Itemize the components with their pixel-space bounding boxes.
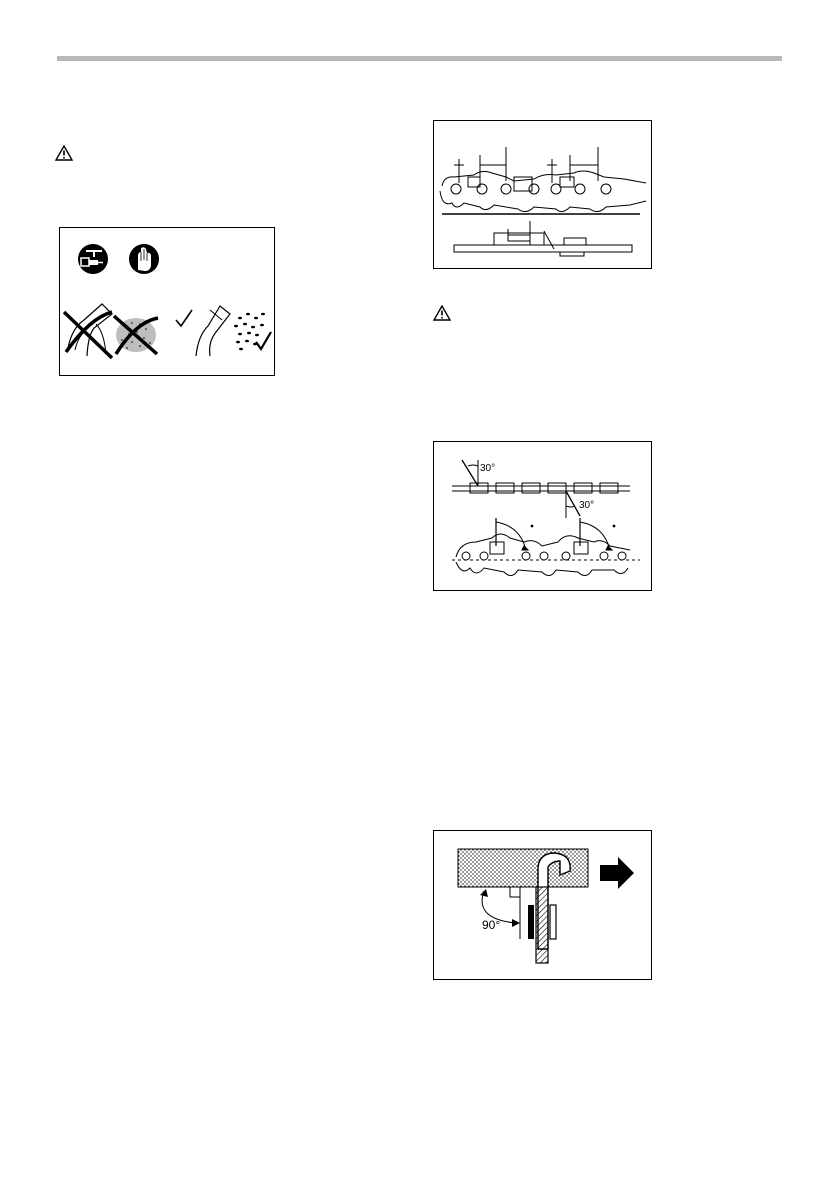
warning-triangle-icon <box>433 305 451 326</box>
figure-file-90-degree <box>433 830 652 980</box>
correct-coarse-chips-drawing <box>234 313 271 351</box>
correct-file-angle-drawing <box>176 306 230 356</box>
header-rule <box>57 56 782 61</box>
angle-label-top: 30° <box>480 463 496 474</box>
wrong-fine-dust-drawing <box>114 316 158 354</box>
wrong-file-angle-drawing <box>64 304 112 358</box>
figure-chain-tooth-dimensions <box>433 120 652 269</box>
warning-triangle-icon <box>55 145 73 166</box>
right-arrow-icon <box>600 857 634 889</box>
figure-sharpening-precautions <box>59 227 275 376</box>
angle-label-90: 90° <box>482 918 501 932</box>
protective-gloves-icon <box>129 244 159 274</box>
angle-label-bottom: 30° <box>579 500 595 511</box>
unplug-power-icon <box>78 244 108 274</box>
figure-filing-angles <box>433 441 652 591</box>
